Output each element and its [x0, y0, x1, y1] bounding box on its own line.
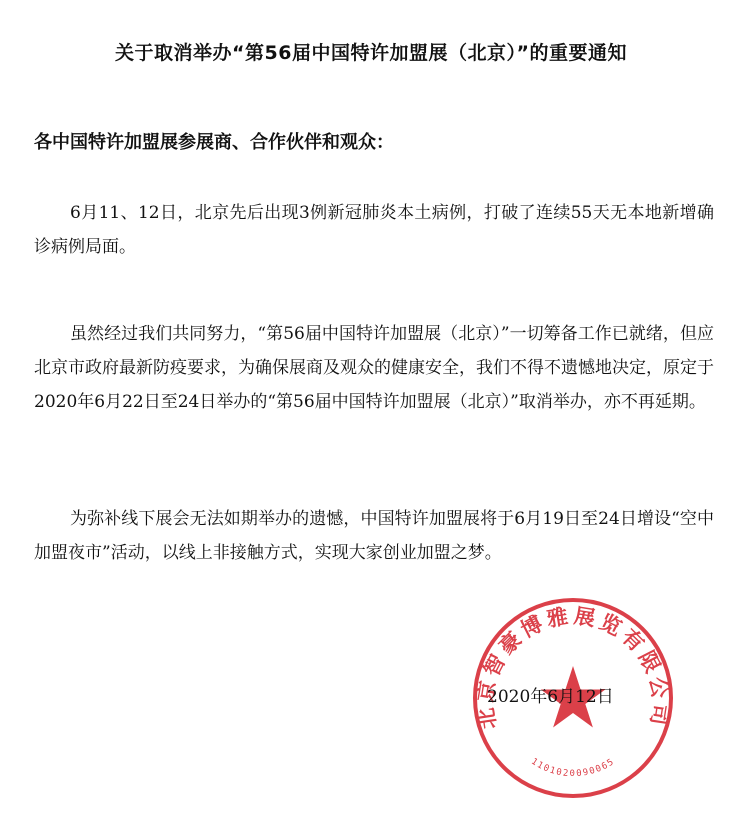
- seal-org-name: 北京智豪博雅展览有限公司: [472, 602, 674, 731]
- paragraph-3: 为弥补线下展会无法如期举办的遗憾，中国特许加盟展将于6月19日至24日增设“空中加盟夜市”活动，以线上非接触方式，实现大家创业加盟之梦。: [34, 509, 714, 563]
- seal-code: 1101020090065: [529, 756, 617, 780]
- paragraph-1: 6月11、12日，北京先后出现3例新冠肺炎本土病例，打破了连续55天无本地新增确诊病例局面。: [34, 203, 714, 257]
- notice-title: 关于取消举办“第56届中国特许加盟展（北京）”的重要通知: [115, 42, 627, 64]
- salutation: 各中国特许加盟展参展商、合作伙伴和观众：: [34, 132, 394, 153]
- notice-date: 2020年6月12日: [487, 687, 614, 707]
- paragraph-2: 虽然经过我们共同努力，“第56届中国特许加盟展（北京）”一切筹备工作已就绪，但应北京市政府最新防疫要求，为确保展商及观众的健康安全，我们不得不遗憾地决定，原定于2020年6月22日至24日举办的“第56届中国特许加盟展（北京）”取消举办，亦不再延期。: [34, 324, 714, 412]
